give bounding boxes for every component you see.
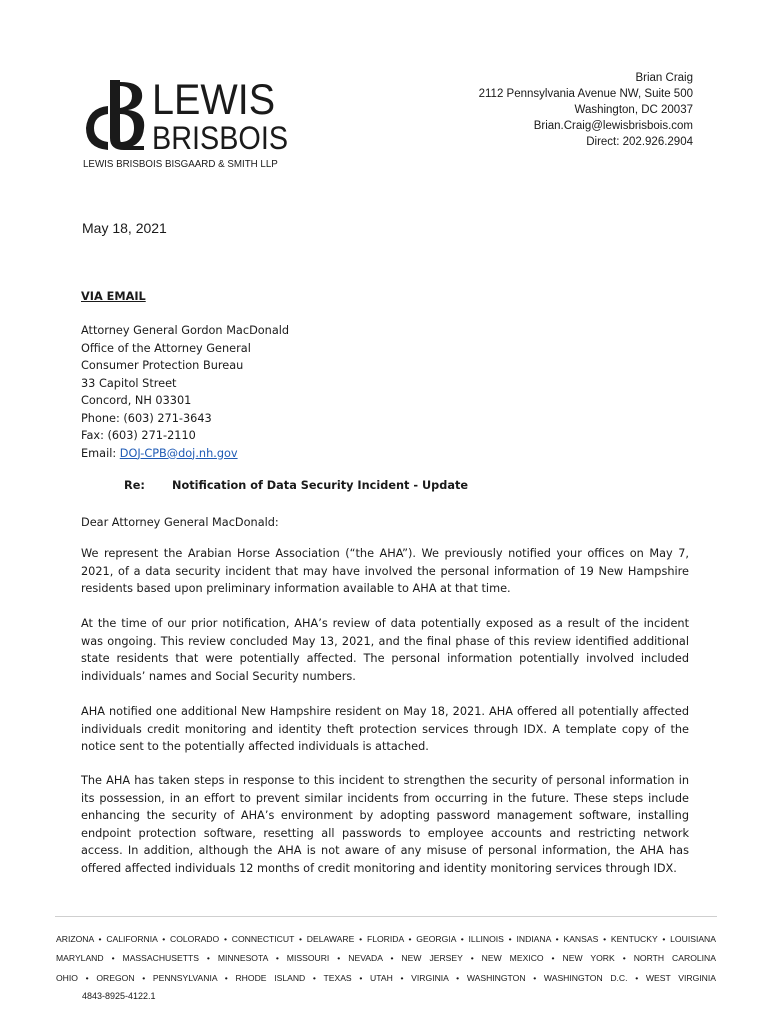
subject-label: Re: (124, 479, 145, 492)
sender-address-line1: 2112 Pennsylvania Avenue NW, Suite 500 (478, 88, 693, 100)
sender-direct-phone: Direct: 202.926.2904 (586, 136, 693, 148)
lb-monogram-icon (80, 76, 152, 156)
recipient-email-line (81, 445, 689, 463)
paragraph-3: AHA notified one additional New Hampshire resident on May 18, 2021. AHA offered all potentially affected individuals credit monitoring and identity theft protection services through IDX. A template copy of the notice sent to the potentially affected individuals is attached. (81, 705, 689, 753)
document-number: 4843-8925-4122.1 (82, 991, 156, 1001)
paragraph-1: We represent the Arabian Horse Association (“the AHA”). We previously notified your offices on May 7, 2021, of a data security incident that may have involved the personal information of 19 New Hampshire residents based upon preliminary information available to AHA at that time. (81, 547, 689, 595)
recipient-address (81, 322, 689, 462)
sender-name: Brian Craig (635, 72, 693, 84)
recipient-email-label: Email: (81, 446, 120, 460)
recipient-bureau: Consumer Protection Bureau (81, 359, 244, 372)
logo-tagline: LEWIS BRISBOIS BISGAARD & SMITH LLP (83, 158, 278, 170)
sender-block (479, 70, 693, 150)
recipient-street: 33 Capitol Street (81, 376, 177, 390)
delivery-method: VIA EMAIL (81, 290, 146, 303)
footer-divider (55, 916, 717, 917)
recipient-phone: Phone: (603) 271-3643 (81, 411, 212, 425)
recipient-name: Attorney General Gordon MacDonald (81, 324, 290, 337)
subject-line (124, 479, 468, 492)
footer-states-line1: ARIZONA • CALIFORNIA • COLORADO • CONNECTICUT • DELAWARE • FLORIDA • GEORGIA • ILLINOIS • INDIANA • KANSAS • KENTUCKY • LOUISIANA (56, 934, 716, 944)
letter-date: May 18, 2021 (82, 220, 167, 236)
paragraph-2: At the time of our prior notification, AHA’s review of data potentially exposed as a result of the incident was ongoing. This review concluded May 13, 2021, and the final phase of this review identified additional state residents that were potentially affected. The personal information potentially involved included individuals’ names and Social Security numbers. (81, 617, 689, 683)
logo-word-brisbois: BRISBOIS (152, 120, 289, 156)
footer-states-line3: OHIO • OREGON • PENNSYLVANIA • RHODE ISLAND • TEXAS • UTAH • VIRGINIA • WASHINGTON • WASHINGTON D.C. • WEST VIRGINIA (56, 973, 716, 983)
firm-logo (80, 76, 295, 176)
salutation: Dear Attorney General MacDonald: (81, 516, 279, 529)
logo-word-lewis: LEWIS (152, 76, 276, 124)
recipient-city: Concord, NH 03301 (81, 394, 192, 407)
recipient-office: Office of the Attorney General (81, 341, 251, 355)
recipient-email-link[interactable]: DOJ-CPB@doj.nh.gov (119, 446, 238, 460)
footer-states-line2: MARYLAND • MASSACHUSETTS • MINNESOTA • MISSOURI • NEVADA • NEW JERSEY • NEW MEXICO • NEW YORK • NORTH CAROLINA (56, 953, 716, 963)
paragraph-4: The AHA has taken steps in response to this incident to strengthen the security of personal information in its possession, in an effort to prevent similar incidents from occurring in the future. These steps include enhancing the security of AHA’s environment by adopting password management software, installing endpoint protection software, resetting all passwords to employee accounts and restricting network access. In addition, although the AHA is not aware of any misuse of personal information, the AHA has offered affected individuals 12 months of credit monitoring and identity monitoring services through IDX. (81, 774, 689, 875)
subject-text: Notification of Data Security Incident - Update (172, 479, 469, 492)
sender-address-line2: Washington, DC 20037 (574, 104, 693, 116)
recipient-fax: Fax: (603) 271-2110 (81, 429, 196, 442)
sender-email: Brian.Craig@lewisbrisbois.com (533, 120, 693, 132)
